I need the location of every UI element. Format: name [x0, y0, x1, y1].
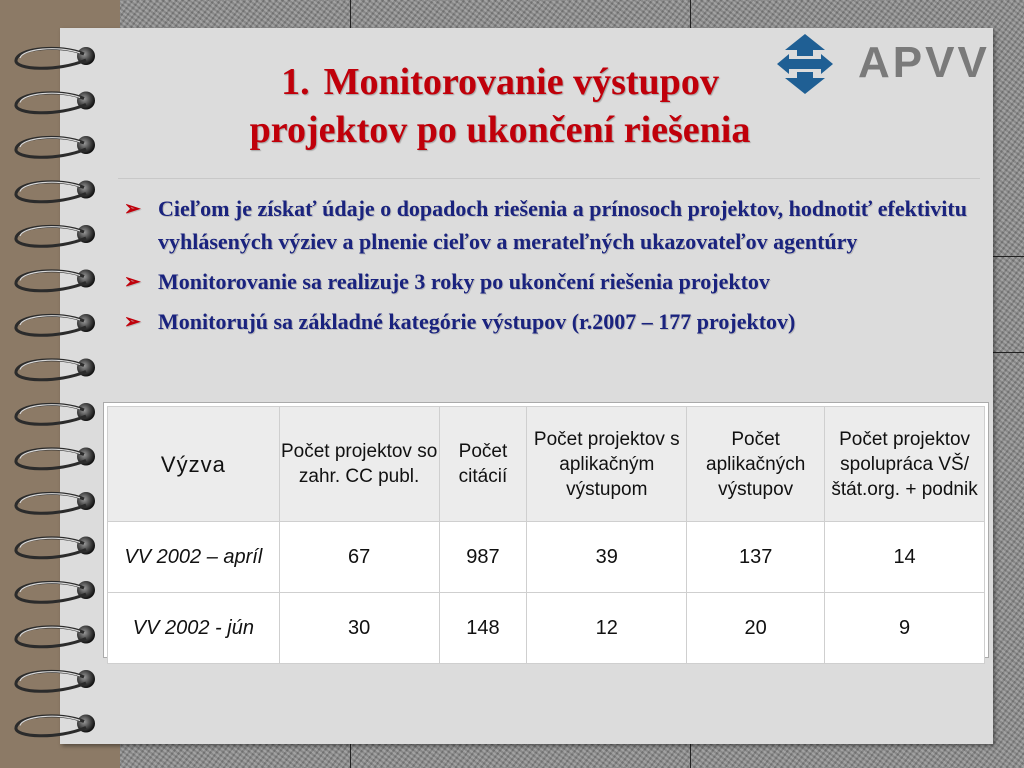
bullet-item: [120, 265, 1000, 298]
title-line-1: [150, 58, 850, 106]
title-line-2: projektov po ukončení riešenia: [249, 109, 751, 151]
title-number: 1.: [281, 61, 310, 103]
table-cell: 9: [825, 593, 985, 664]
table-cell: 987: [439, 522, 527, 593]
results-table: [107, 406, 985, 664]
header-app-projects: Počet projektov s aplikačným výstupom: [527, 407, 687, 522]
title-text-1: Monitorovanie výstupov: [323, 61, 719, 103]
logo-text: APVV: [858, 38, 990, 87]
table-cell: 39: [527, 522, 687, 593]
table-header-row: [108, 407, 985, 522]
table-cell: 20: [687, 593, 825, 664]
table-cell: 12: [527, 593, 687, 664]
results-table-container: [103, 402, 989, 658]
arrow-bullet-icon: ➢: [124, 198, 141, 220]
bg-line: [993, 352, 1024, 353]
arrow-bullet-icon: ➢: [124, 271, 141, 293]
slide-title: [150, 58, 850, 154]
header-call: Výzva: [108, 407, 280, 522]
table-cell: 14: [825, 522, 985, 593]
bullet-item: [120, 192, 1000, 258]
header-cc-publ: Počet projektov so zahr. CC publ.: [279, 407, 439, 522]
table-row: [108, 593, 985, 664]
header-app-outputs: Počet aplikačných výstupov: [687, 407, 825, 522]
table-row: [108, 522, 985, 593]
spiral-binding: [0, 0, 110, 768]
bg-line: [350, 744, 351, 768]
table-cell: 137: [687, 522, 825, 593]
bullet-item: [120, 305, 1000, 338]
title-divider: [118, 178, 980, 179]
cell-call: VV 2002 - jún: [108, 593, 280, 664]
arrow-bullet-icon: ➢: [124, 311, 141, 333]
bg-line: [690, 0, 691, 28]
bg-line: [350, 0, 351, 28]
bullet-text: Cieľom je získať údaje o dopadoch riešenia a prínosoch projektov, hodnotiť efektivitu vyhlásených výziev a plnenie cieľov a merateľných ukazovateľov agentúry: [158, 196, 967, 254]
table-cell: 67: [279, 522, 439, 593]
bullet-text: Monitorujú sa základné kategórie výstupov (r.2007 – 177 projektov): [158, 309, 796, 334]
bullet-text: Monitorovanie sa realizuje 3 roky po ukončení riešenia projektov: [158, 269, 770, 294]
table-cell: 148: [439, 593, 527, 664]
table-cell: 30: [279, 593, 439, 664]
header-citations: Počet citácií: [439, 407, 527, 522]
bullet-list: [120, 192, 1000, 345]
bg-line: [690, 744, 691, 768]
cell-call: VV 2002 – apríl: [108, 522, 280, 593]
header-cooperation: Počet projektov spolupráca VŠ/štát.org. + podnik: [825, 407, 985, 522]
